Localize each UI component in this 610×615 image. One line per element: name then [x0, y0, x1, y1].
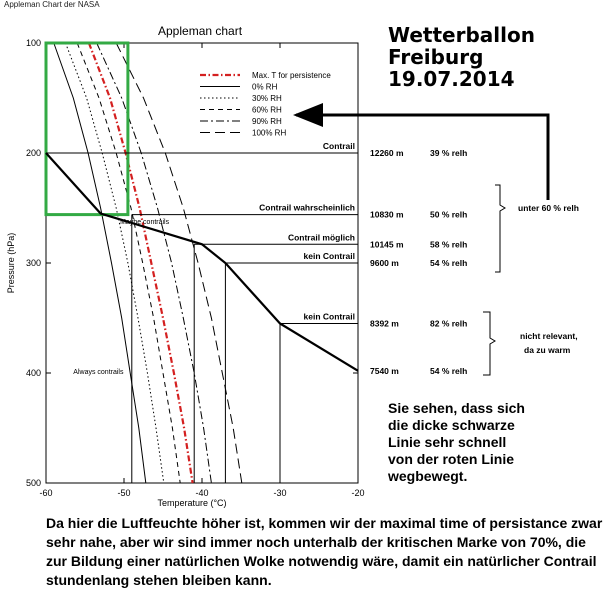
statement-block: [388, 400, 525, 485]
level-height: 10830 m: [370, 209, 404, 220]
level-rh: 58 % relh: [430, 239, 468, 250]
group-brace: [483, 312, 495, 375]
legend-label: 0% RH: [252, 82, 278, 92]
x-tick-label: -50: [117, 488, 131, 498]
chart-title-text: Appleman chart: [158, 24, 243, 38]
y-tick-label: 500: [25, 478, 41, 488]
legend-label: Max. T for persistence: [252, 71, 331, 80]
y-tick-label: 100: [25, 38, 41, 48]
y-axis-label: Pressure (hPa): [6, 232, 16, 294]
y-tick-label: 200: [25, 148, 41, 158]
level-rh: 82 % relh: [430, 318, 468, 329]
statement-line: die dicke schwarze: [388, 417, 515, 433]
region-label: Maybe contrails: [120, 219, 170, 227]
legend-label: 90% RH: [252, 117, 282, 126]
statement-line: von der roten Linie: [388, 451, 515, 467]
group-brace: [495, 185, 505, 272]
balloon-title: [388, 24, 535, 90]
level-rh: 54 % relh: [430, 365, 468, 376]
rh-curve-line: [66, 43, 164, 483]
level-rh: 39 % relh: [430, 148, 468, 158]
x-axis-label: Temperature (°C): [157, 498, 227, 508]
balloon-title-line: 19.07.2014: [388, 67, 515, 91]
legend-label: 100% RH: [252, 128, 287, 138]
explanation-paragraph: Da hier die Luftfeuchte höher ist, kommen wir der maximal time of persistance zwar sehr nahe, aber wir sind immer noch unterhalb der kritischen Marke von 70%, die zur Bildung einer natürlichen Wolke notwendig wäre, damit ein natürlicher Contrail stundenlang stehen bleiben kann.: [46, 515, 603, 588]
x-tick-label: -60: [39, 488, 53, 498]
level-label: Contrail wahrscheinlich: [259, 202, 355, 213]
statement-line: wegbewegt.: [388, 468, 468, 484]
balloon-title-line: Wetterballon: [388, 23, 535, 47]
rh-curve-line: [89, 43, 193, 483]
x-tick-label: -20: [351, 488, 365, 498]
group-note: nicht relevant,: [520, 331, 578, 341]
level-height: 12260 m: [370, 148, 404, 158]
level-label: Contrail möglich: [287, 232, 355, 243]
x-tick-label: -30: [273, 488, 287, 498]
level-height: 9600 m: [370, 258, 399, 268]
chart-source-caption: Appleman Chart der NASA: [4, 0, 100, 9]
y-tick-label: 400: [25, 368, 41, 378]
level-rh: 54 % relh: [430, 258, 468, 268]
level-height: 7540 m: [370, 365, 399, 376]
level-rh: 50 % relh: [430, 209, 468, 220]
level-label: kein Contrail: [303, 311, 355, 322]
region-label: Always contrails: [73, 368, 124, 376]
legend-label: 60% RH: [252, 105, 282, 115]
level-height: 8392 m: [370, 318, 399, 329]
pointer-arrow: [296, 115, 548, 200]
legend-label: 30% RH: [252, 94, 282, 103]
x-tick-label: -40: [195, 488, 209, 498]
level-label: kein Contrail: [303, 251, 355, 261]
balloon-title-line: Freiburg: [388, 45, 484, 69]
group-note: unter 60 % relh: [518, 203, 579, 213]
statement-line: Linie sehr schnell: [388, 434, 507, 450]
sounding-line: [46, 153, 358, 371]
group-note: da zu warm: [524, 345, 571, 355]
y-tick-label: 300: [25, 258, 41, 268]
level-height: 10145 m: [370, 239, 404, 250]
statement-line: Sie sehen, dass sich: [388, 400, 525, 416]
level-label: Contrail: [322, 141, 355, 151]
